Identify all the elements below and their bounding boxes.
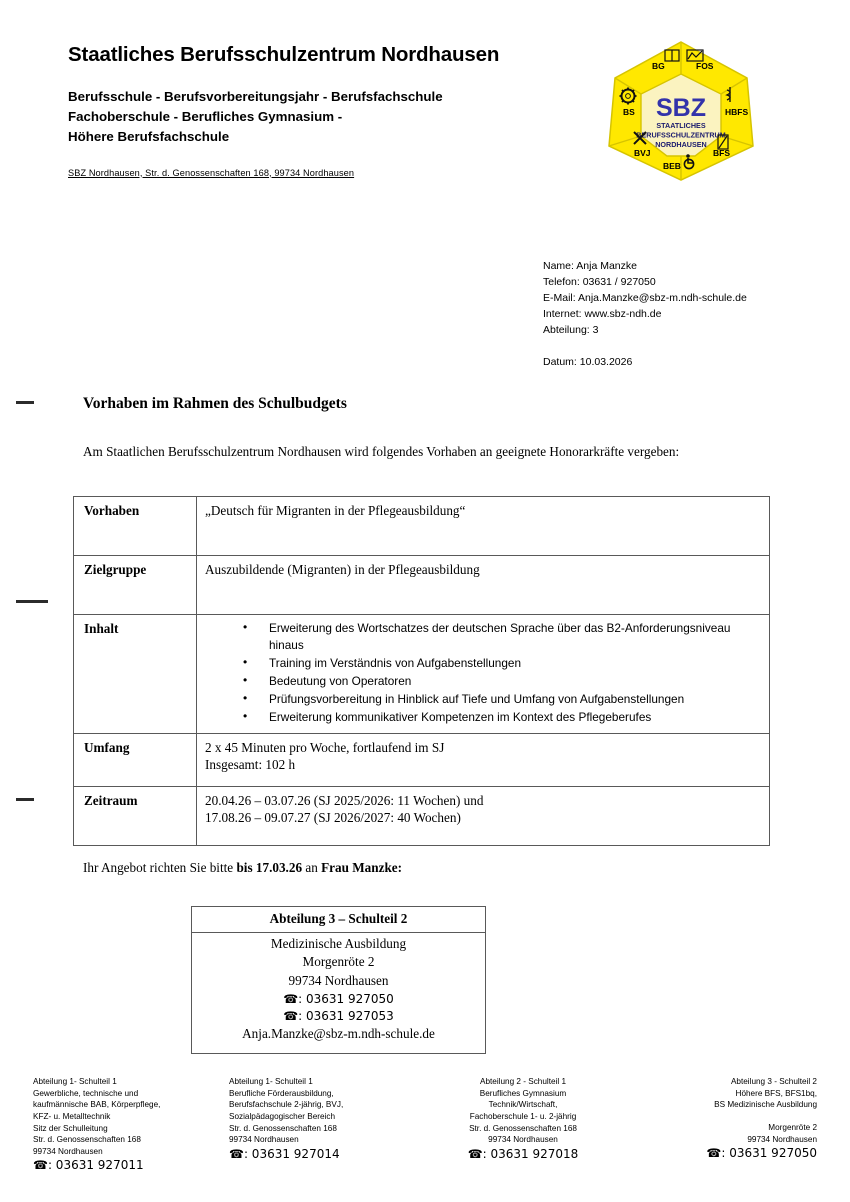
footer-column-2 [229,1076,425,1175]
row-label-zielgruppe: Zielgruppe [74,556,197,615]
footer-line: 99734 Nordhausen [488,1135,558,1145]
logo-subtext-2: BERUFSSCHULZENTRUM [636,130,726,140]
table-row-vorhaben [74,497,770,556]
address-line-3: 99734 Nordhausen [288,973,389,989]
umfang-line-1: 2 x 45 Minuten pro Woche, fortlaufend im SJ [205,739,445,755]
footer-line: Berufliches Gymnasium [479,1088,567,1098]
return-address: SBZ Nordhausen, Str. d. Genossenschaften 168, 99734 Nordhausen [68,167,355,178]
row-value-umfang [197,733,770,786]
footer-line: 99734 Nordhausen [33,1146,103,1156]
address-line-1: Medizinische Ausbildung [270,935,407,951]
address-email: Anja.Manzke@sbz-m.ndh-schule.de [242,1026,435,1041]
row-value-zielgruppe: Auszubildende (Migranten) in der Pflegeausbildung [197,556,770,615]
zeitraum-line-1: 20.04.26 – 03.07.26 (SJ 2025/2026: 11 Wochen) und [205,792,484,808]
address-phone-1: ☎: 03631 927050 [283,991,394,1006]
address-line-2: Morgenröte 2 [302,954,375,970]
footer-line: Technik/Wirtschaft, [488,1100,558,1110]
logo-segment-hbfs: HBFS [725,107,749,117]
letterhead [68,43,568,178]
footer-line: Sozialpädagogischer Bereich [229,1111,336,1121]
school-types-line-2: Fachoberschule - Berufliches Gymnasium - [68,108,343,124]
footer-line: Str. d. Genossenschaften 168 [229,1123,337,1133]
row-value-vorhaben: „Deutsch für Migranten in der Pflegeausbildung“ [197,497,770,556]
footer-line: kaufmännische BAB, Körperpflege, [33,1100,161,1110]
contact-address-box [191,906,486,1054]
footer-line: Str. d. Genossenschaften 168 [469,1123,577,1133]
document-heading: Vorhaben im Rahmen des Schulbudgets [83,395,347,412]
footer-line: Gewerbliche, technische und [33,1088,139,1098]
table-row-umfang [74,733,770,786]
margin-punch-tick-middle [16,600,48,603]
logo-segment-beb: BEB [663,161,681,171]
margin-fold-tick-lower [16,798,34,801]
contact-block [543,258,747,370]
school-types-line-1: Berufsschule - Berufsvorbereitungsjahr - Berufsfachschule [68,88,443,104]
footer-spacer [621,1111,817,1122]
closing-deadline: bis 17.03.26 [236,860,303,875]
logo-subtext-3: NORDHAUSEN [655,140,707,149]
footer-column-3 [425,1076,621,1175]
footer-phone: ☎: 03631 927050 [706,1146,817,1161]
logo-segment-fos: FOS [696,61,714,71]
row-value-zeitraum [197,786,770,845]
logo-acronym: SBZ [656,94,706,122]
vorhaben-table [73,496,770,846]
footer-line: 99734 Nordhausen [229,1135,299,1145]
school-name: Staatliches Berufsschulzentrum Nordhausen [68,43,500,66]
footer-line: Morgenröte 2 [768,1122,817,1132]
list-item: • Prüfungsvorbereitung in Hinblick auf Tiefe und Umfang von Aufgabenstellungen [243,691,762,708]
zeitraum-line-2: 17.08.26 – 09.07.27 (SJ 2026/2027: 40 Wochen) [205,810,461,826]
logo-segment-bg: BG [652,61,665,71]
row-value-inhalt [197,615,770,734]
row-label-vorhaben: Vorhaben [74,497,197,556]
closing-middle: an [302,860,322,875]
page-footer [33,1076,817,1175]
gear-icon [620,88,637,105]
table-row-zielgruppe [74,556,770,615]
school-types [68,87,568,148]
document-date: Datum: 10.03.2026 [543,356,633,369]
contact-internet: Internet: www.sbz-ndh.de [543,308,662,321]
logo-segment-bfs: BFS [713,148,730,158]
logo-segment-bvj: BVJ [634,148,651,158]
margin-fold-tick-upper [16,401,34,404]
footer-line: Str. d. Genossenschaften 168 [33,1135,141,1145]
contact-email: E-Mail: Anja.Manzke@sbz-m.ndh-schule.de [543,292,747,305]
footer-phone: ☎: 03631 927014 [229,1146,340,1161]
contact-telefon: Telefon: 03631 / 927050 [543,276,656,289]
closing-prefix: Ihr Angebot richten Sie bitte [83,860,237,875]
footer-line: Berufsfachschule 2-jährig, BVJ, [229,1100,344,1110]
address-box-body [192,933,485,1053]
inhalt-bullet-list [205,620,762,727]
contact-name: Name: Anja Manzke [543,260,637,272]
row-label-umfang: Umfang [74,733,197,786]
footer-line: Abteilung 2 - Schulteil 1 [479,1077,567,1086]
footer-line: Abteilung 3 - Schulteil 2 [730,1077,817,1086]
umfang-line-2: Insgesamt: 102 h [205,757,296,773]
footer-line: BS Medizinische Ausbildung [714,1100,817,1110]
footer-line: Berufliche Förderausbildung, [229,1088,334,1098]
row-label-inhalt: Inhalt [74,615,197,734]
footer-line: 99734 Nordhausen [747,1134,817,1144]
footer-line: Höhere BFS, BFS1bq, [735,1088,817,1098]
footer-column-1 [33,1076,229,1175]
table-row-inhalt [74,615,770,734]
footer-column-4 [621,1076,817,1175]
sbz-logo [601,36,761,186]
closing-line [83,860,402,876]
school-types-line-3: Höhere Berufsfachschule [68,129,230,145]
footer-phone: ☎: 03631 927018 [467,1146,579,1161]
address-phone-2: ☎: 03631 927053 [283,1008,394,1023]
table-row-zeitraum [74,786,770,845]
footer-line: KFZ- u. Metalltechnik [33,1111,111,1121]
list-item: • Training im Verständnis von Aufgabenstellungen [243,655,762,672]
footer-line: Abteilung 1- Schulteil 1 [229,1077,313,1086]
intro-paragraph: Am Staatlichen Berufsschulzentrum Nordhausen wird folgendes Vorhaben an geeignete Honorarkräfte vergeben: [83,444,680,459]
row-label-zeitraum: Zeitraum [74,786,197,845]
list-item: • Erweiterung kommunikativer Kompetenzen im Kontext des Pflegeberufes [243,709,762,726]
list-item: • Erweiterung des Wortschatzes der deutschen Sprache über das B2-Anforderungsniveau hinaus [243,620,762,654]
contact-abteilung: Abteilung: 3 [543,324,599,337]
closing-recipient: Frau Manzke: [321,860,403,875]
footer-line: Fachoberschule 1- u. 2-jährig [469,1111,577,1121]
logo-subtext-1: STAATLICHES [656,121,706,130]
footer-phone: ☎: 03631 927011 [33,1158,144,1173]
list-item: • Bedeutung von Operatoren [243,673,762,690]
footer-line: Abteilung 1- Schulteil 1 [33,1077,117,1086]
logo-segment-bs: BS [623,107,635,117]
address-box-title: Abteilung 3 – Schulteil 2 [192,907,485,933]
footer-line: Sitz der Schulleitung [33,1123,108,1133]
